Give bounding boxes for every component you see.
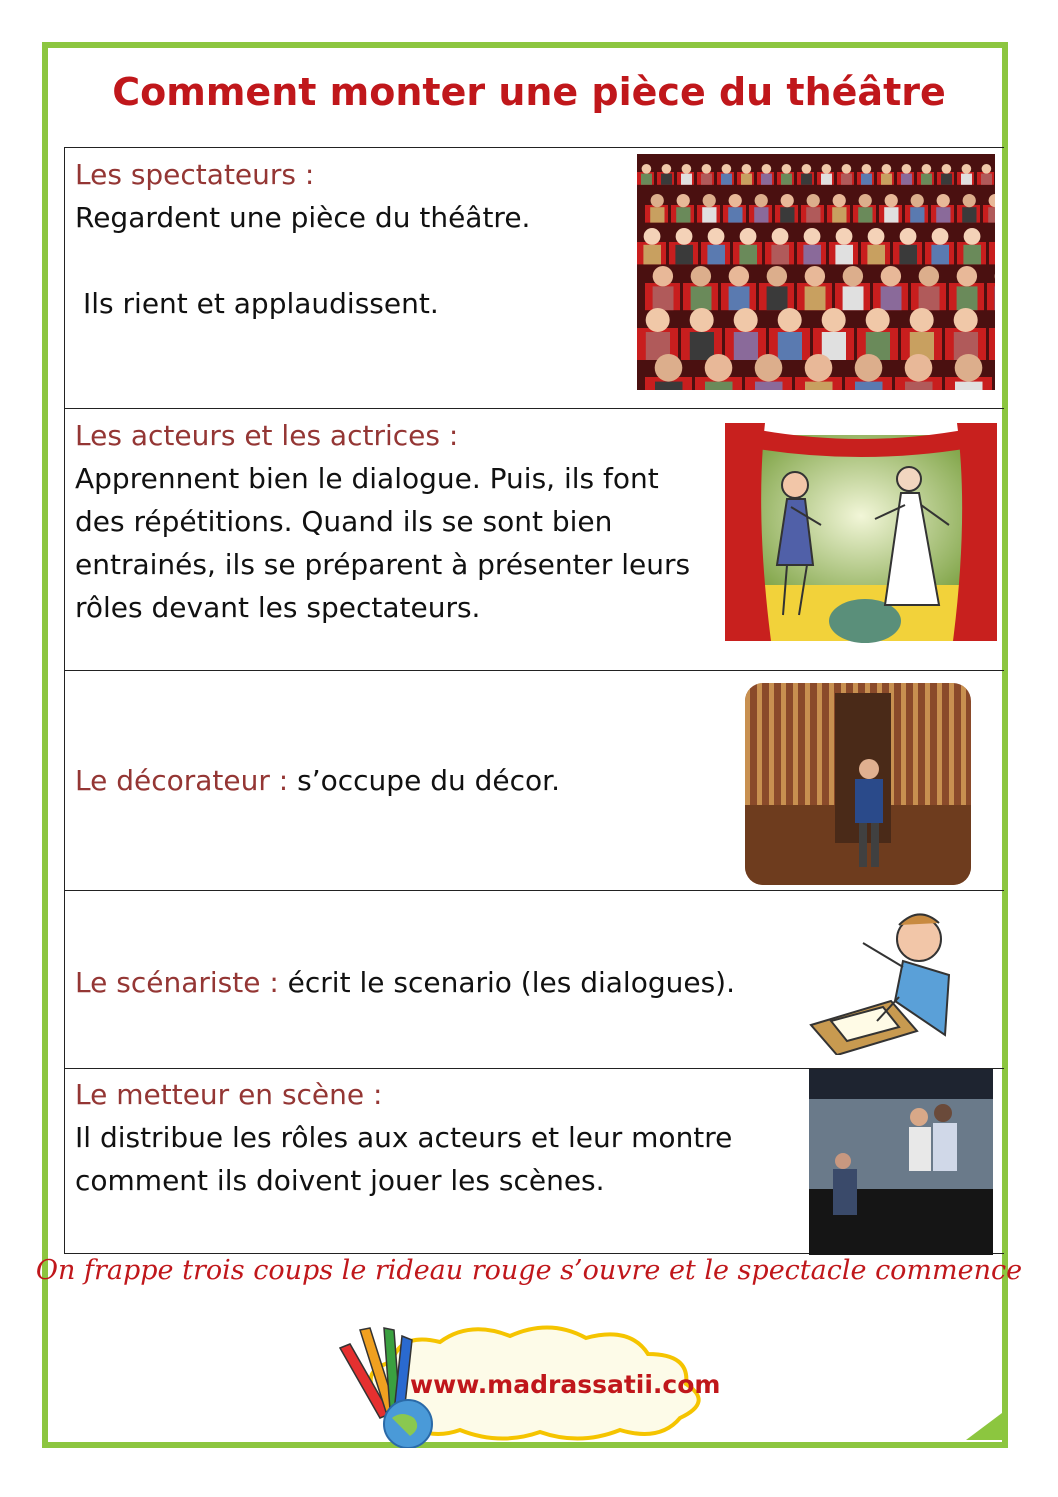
- section-heading: Les spectateurs :: [75, 158, 315, 191]
- section-text: écrit le scenario (les dialogues).: [287, 966, 736, 999]
- section-line: des répétitions. Quand ils se sont bien: [75, 505, 613, 538]
- row-metteur: [65, 1068, 1004, 1254]
- section-line: comment ils doivent jouer les scènes.: [75, 1164, 605, 1197]
- section-line: entrainés, ils se préparent à présenter leurs: [75, 548, 691, 581]
- section-text: s’occupe du décor.: [297, 764, 560, 797]
- row-decorateur-text: [75, 759, 560, 802]
- scriptwriter-cartoon: [807, 905, 957, 1055]
- page-title: Comment monter une pièce du théâtre: [112, 70, 946, 114]
- website-link[interactable]: www.madrassatii.com: [410, 1370, 721, 1399]
- row-metteur-text: [75, 1073, 732, 1202]
- section-line: Apprennent bien le dialogue. Puis, ils font: [75, 462, 659, 495]
- section-heading: Les acteurs et les actrices :: [75, 419, 459, 452]
- section-line: Regardent une pièce du théâtre.: [75, 201, 531, 234]
- row-scenariste-text: [75, 961, 735, 1004]
- row-spectateurs-text: [75, 153, 530, 325]
- website-banner: [330, 1318, 730, 1448]
- closing-sentence: On frappe trois coups le rideau rouge s’ouvre et le spectacle commence: [35, 1255, 1023, 1286]
- row-acteurs: [65, 408, 1004, 670]
- content-table: [64, 147, 1004, 1254]
- row-decorateur: [65, 670, 1004, 890]
- corner-leaf-icon: [966, 1410, 1006, 1440]
- section-heading: Le scénariste :: [75, 966, 279, 999]
- section-line: Il distribue les rôles aux acteurs et leur montre: [75, 1121, 733, 1154]
- section-line: Ils rient et applaudissent.: [83, 287, 439, 320]
- decorator-photo: [745, 683, 971, 885]
- audience-photo: [637, 154, 995, 390]
- section-heading: Le décorateur :: [75, 764, 289, 797]
- director-photo: [809, 1069, 993, 1255]
- row-acteurs-text: [75, 414, 690, 629]
- row-spectateurs: [65, 147, 1004, 408]
- row-scenariste: [65, 890, 1004, 1068]
- stage-cartoon: [725, 415, 997, 651]
- section-line: rôles devant les spectateurs.: [75, 591, 481, 624]
- section-heading: Le metteur en scène :: [75, 1078, 383, 1111]
